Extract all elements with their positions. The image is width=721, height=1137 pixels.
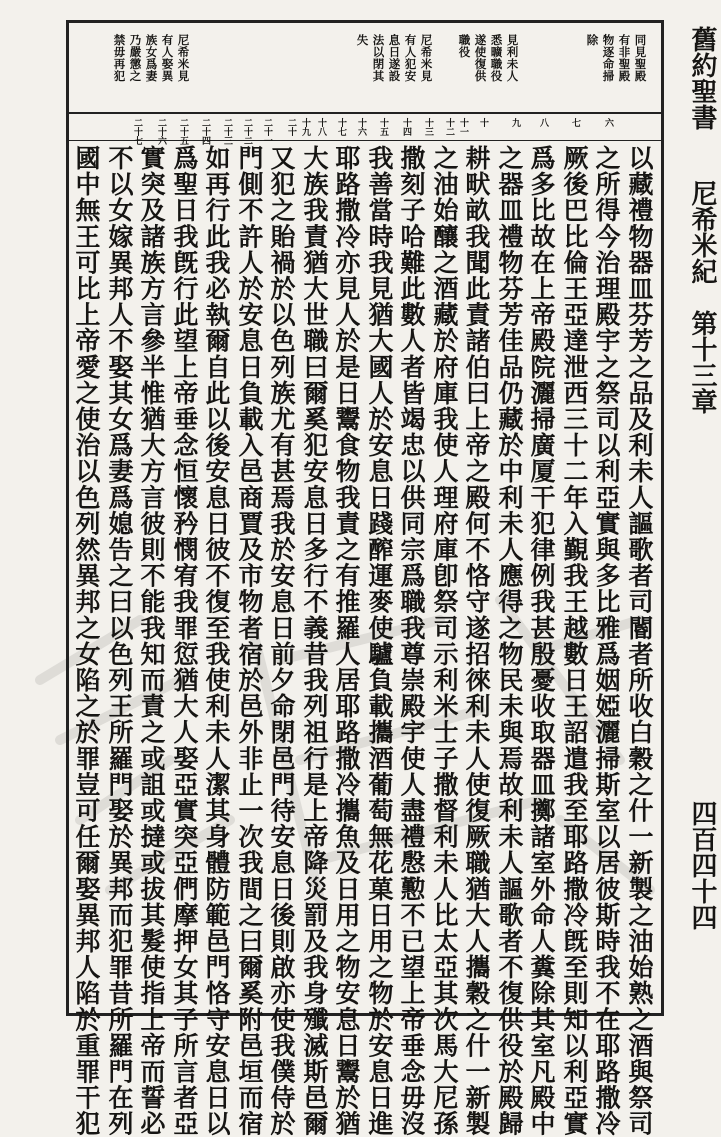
headnote-line: 有非聖殿 — [617, 34, 632, 82]
headnote-line: 失 — [355, 34, 370, 46]
verse-number: 二十六 — [156, 118, 166, 145]
text-column: 爲聖日我旣行此望上帝垂念恒懷矜憫宥我罪愆猶大人娶亞實突亞們摩押女其子所言者亞 — [170, 145, 199, 1137]
text-column: 國中無王可比上帝愛之使治以色列然異邦之女陷之於罪豈可任爾娶異邦人陷於重罪干犯 — [72, 145, 101, 1137]
headnote-line: 職役 — [457, 34, 472, 58]
text-column: 爲多比故在上帝殿院灑掃廣厦干犯律例我甚殷憂收取器皿擲諸室外命人糞除其室凡殿中 — [527, 145, 556, 1137]
page-number: 四百四十四 — [687, 800, 717, 930]
headnote-line: 法以閉其 — [371, 34, 386, 82]
verse-number: 十八 — [316, 118, 326, 136]
text-column: 以藏禮物器皿芬芳之品及利未人謳歌者司閽者所收白穀之什一新製之油始熟之酒與祭司 — [625, 145, 654, 1137]
verse-number: 十三 — [423, 118, 433, 136]
headnote-line: 尼希米見 — [176, 34, 191, 82]
text-column: 之器皿禮物芬芳佳品仍藏於中利未人應得之物民未與焉故利未人謳歌者不復供役於殿歸 — [495, 145, 524, 1137]
verse-number: 二十 — [286, 118, 296, 136]
text-column: 門側不許人於安息日負載入邑商賈及市物者宿於邑外非止一次我間之曰爾奚附邑垣而宿 — [235, 145, 264, 1137]
headnote-line: 有人娶異 — [160, 34, 175, 82]
text-column: 之所得今治理殿宇之祭司以利亞實與多比雅爲姻婭灑掃斯室以居彼斯時我不在耶路撒冷 — [592, 145, 621, 1137]
chapter-title: 尼希米紀 第十三章 — [687, 180, 717, 414]
verse-number: 十七 — [336, 118, 346, 136]
headnote-line: 有人犯安 — [403, 34, 418, 82]
text-column: 厥後巴比倫王亞達泄西三十二年入覲我王越數日王詔遣我至耶路撒冷旣至則知以利亞實 — [560, 145, 589, 1137]
headnote-line: 息日遂設 — [387, 34, 402, 82]
headnote-line: 物逐命掃 — [601, 34, 616, 82]
headnote-line: 乃嚴懲之 — [128, 34, 143, 82]
headnote-line: 尼希米見 — [419, 34, 434, 82]
headnote-line: 同見聖殿 — [633, 34, 648, 82]
verse-number: 九 — [510, 118, 520, 127]
verse-number: 十四 — [401, 118, 411, 136]
verse-number: 二十二 — [242, 118, 252, 145]
verse-number: 二十一 — [262, 118, 272, 145]
text-column: 耕畎畝我聞此責諸伯曰上帝之殿何不恪守遂招徠利未人使復厥職猶大人攜穀之什一新製 — [462, 145, 491, 1137]
verse-number: 十二 — [444, 118, 454, 136]
text-column: 我善當時我見猶大國人於安息日踐醡運麥使驢負載攜酒葡萄無花菓日用之物於安息日進 — [365, 145, 394, 1137]
verse-number: 十六 — [356, 118, 366, 136]
verse-number: 十九 — [300, 118, 310, 136]
text-column: 如再行此我必執爾自此以後安息日彼不復至我使利未人潔其身體防範邑門恪守安息日以 — [202, 145, 231, 1137]
text-column: 又犯之貽禍於以色列族尤有甚焉我於安息日前夕命閉邑門待安息日後則啟亦使我僕侍於 — [267, 145, 296, 1137]
text-column: 大族我責猶大世職曰爾奚犯安息日多行不義昔我列祖行是上帝降災罰及我身殲滅斯邑爾 — [300, 145, 329, 1137]
text-column: 不以女嫁異邦人不娶其女爲妻爲媳告之曰以色列王所羅門娶於異邦而犯罪昔所羅門在列 — [105, 145, 134, 1137]
verse-number: 七 — [570, 118, 580, 127]
verse-number: 二十四 — [200, 118, 210, 145]
verse-number: 六 — [603, 118, 613, 127]
headnote-line: 除 — [585, 34, 600, 46]
verse-number: 八 — [538, 118, 548, 127]
text-column: 耶路撒冷亦見人於是日鬻食物我責之有推羅人居耶路撒冷攜魚及日用之物安息日鬻於猶 — [332, 145, 361, 1137]
headnote-line: 見利未人 — [505, 34, 520, 82]
verse-number: 二十三 — [222, 118, 232, 145]
verse-number: 十 — [478, 118, 488, 127]
book-title: 舊約聖書 — [687, 26, 717, 130]
headnote-line: 遂使復供 — [473, 34, 488, 82]
verse-number: 二十五 — [178, 118, 188, 145]
header-rule — [66, 112, 661, 114]
text-column: 之油始釀之酒藏於府庫我使人理府庫卽祭司示利米士子撒督利未人比太亞其次馬大尼孫 — [430, 145, 459, 1137]
text-column: 撒刻子哈難此數人者皆竭忠以供同宗爲職我尊崇殿宇使人盡禮慇懃不已望上帝垂念毋沒 — [397, 145, 426, 1137]
verse-number: 十五 — [378, 118, 388, 136]
headnote-line: 悉曠職役 — [489, 34, 504, 82]
headnote-line: 族女爲妻 — [144, 34, 159, 82]
text-column: 實突及諸族方言參半惟猶大方言彼則不能我知而責之或詛或撻或拔其髮使指上帝而誓必 — [137, 145, 166, 1137]
verse-number: 十一 — [458, 118, 468, 136]
headnote-line: 禁毋再犯 — [112, 34, 127, 82]
verse-number: 二十七 — [132, 118, 142, 145]
